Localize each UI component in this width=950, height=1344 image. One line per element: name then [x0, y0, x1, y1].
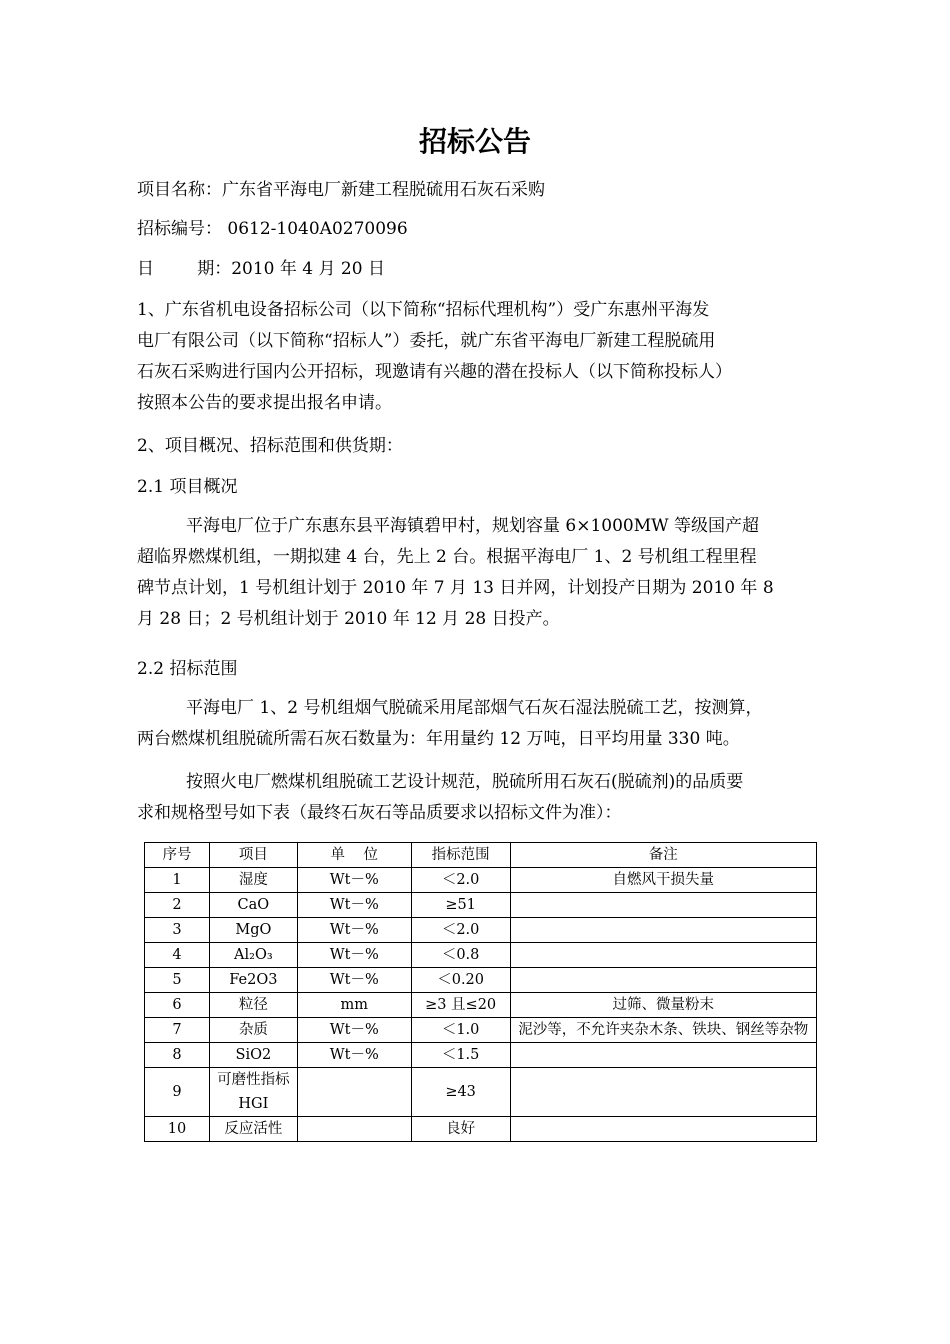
cell-range: ＜2.0	[411, 918, 510, 943]
cell-index: 1	[145, 868, 210, 893]
cell-remark: 泥沙等，不允许夹杂木条、铁块、钢丝等杂物	[510, 1018, 816, 1043]
cell-index: 7	[145, 1018, 210, 1043]
cell-unit	[297, 1117, 411, 1142]
section2-2-line: 两台燃煤机组脱硫所需石灰石数量为：年用量约 12 万吨，日平均用量 330 吨。	[137, 729, 740, 749]
section1-line: 1、广东省机电设备招标公司（以下简称“招标代理机构”）受广东惠州平海发	[137, 300, 710, 320]
project-date-line: 日 期：2010 年 4 月 20 日	[137, 259, 385, 279]
cell-index: 8	[145, 1043, 210, 1068]
cell-remark	[510, 943, 816, 968]
section2-2b-line: 按照火电厂燃煤机组脱硫工艺设计规范，脱硫所用石灰石(脱硫剂)的品质要	[186, 772, 744, 792]
cell-item: Al₂O₃	[209, 943, 297, 968]
cell-item: 湿度	[209, 868, 297, 893]
cell-item: SiO2	[209, 1043, 297, 1068]
header-cell-remark: 备注	[510, 843, 816, 868]
table-row	[145, 968, 817, 993]
table-row	[145, 893, 817, 918]
section2-1-line: 碑节点计划，1 号机组计划于 2010 年 7 月 13 日并网，计划投产日期为 2010 年 8	[137, 578, 774, 598]
section2-2b-line: 求和规格型号如下表（最终石灰石等品质要求以招标文件为准）：	[137, 803, 622, 823]
cell-remark	[510, 1068, 816, 1117]
cell-remark	[510, 893, 816, 918]
section2-2-heading: 2.2 招标范围	[137, 659, 238, 679]
cell-remark: 自燃风干损失量	[510, 868, 816, 893]
table-row	[145, 918, 817, 943]
cell-range: ＜1.5	[411, 1043, 510, 1068]
cell-index: 10	[145, 1117, 210, 1142]
cell-index: 2	[145, 893, 210, 918]
cell-range: ≥3 且≤20	[411, 993, 510, 1018]
cell-unit: Wt－%	[297, 1018, 411, 1043]
cell-item: 反应活性	[209, 1117, 297, 1142]
section1-line: 电厂有限公司（以下简称“招标人”）委托，就广东省平海电厂新建工程脱硫用	[137, 331, 716, 351]
cell-item: 杂质	[209, 1018, 297, 1043]
cell-remark	[510, 968, 816, 993]
cell-remark	[510, 918, 816, 943]
cell-unit: Wt－%	[297, 943, 411, 968]
section2-2-line: 平海电厂 1、2 号机组烟气脱硫采用尾部烟气石灰石湿法脱硫工艺，按测算，	[186, 698, 763, 718]
project-name-line: 项目名称：广东省平海电厂新建工程脱硫用石灰石采购	[137, 180, 545, 200]
cell-item: Fe2O3	[209, 968, 297, 993]
table-row	[145, 943, 817, 968]
cell-unit: Wt－%	[297, 893, 411, 918]
cell-unit: Wt－%	[297, 918, 411, 943]
section1-line: 按照本公告的要求提出报名申请。	[137, 393, 392, 413]
cell-range: ＜1.0	[411, 1018, 510, 1043]
cell-unit: Wt－%	[297, 968, 411, 993]
section2-heading: 2、项目概况、招标范围和供货期：	[137, 436, 403, 456]
cell-range: 良好	[411, 1117, 510, 1142]
cell-unit: Wt－%	[297, 1043, 411, 1068]
header-cell-range: 指标范围	[411, 843, 510, 868]
cell-unit: mm	[297, 993, 411, 1018]
cell-unit: Wt－%	[297, 868, 411, 893]
cell-range: ≥43	[411, 1068, 510, 1117]
table-row	[145, 1117, 817, 1142]
header-cell-index: 序号	[145, 843, 210, 868]
cell-range: ＜0.20	[411, 968, 510, 993]
section2-1-line: 月 28 日；2 号机组计划于 2010 年 12 月 28 日投产。	[137, 609, 560, 629]
section1-line: 石灰石采购进行国内公开招标，现邀请有兴趣的潜在投标人（以下简称投标人）	[137, 362, 732, 382]
cell-item: 可磨性指标 HGI	[209, 1068, 297, 1117]
section2-1-line: 超临界燃煤机组，一期拟建 4 台，先上 2 台。根据平海电厂 1、2 号机组工程里程	[137, 547, 757, 567]
table-row	[145, 1018, 817, 1043]
cell-index: 5	[145, 968, 210, 993]
section2-1-line: 平海电厂位于广东惠东县平海镇碧甲村，规划容量 6×1000MW 等级国产超	[186, 516, 760, 536]
cell-remark	[510, 1117, 816, 1142]
cell-unit	[297, 1068, 411, 1117]
section2-1-heading: 2.1 项目概况	[137, 477, 238, 497]
cell-range: ＜2.0	[411, 868, 510, 893]
section2-1-paragraph	[137, 511, 817, 635]
cell-index: 4	[145, 943, 210, 968]
cell-index: 9	[145, 1068, 210, 1117]
header-cell-unit: 单 位	[297, 843, 411, 868]
cell-range: ＜0.8	[411, 943, 510, 968]
section2-2-paragraph	[137, 693, 817, 755]
cell-remark: 过筛、微量粉末	[510, 993, 816, 1018]
limestone-spec-table	[144, 842, 817, 1142]
table-row	[145, 1068, 817, 1117]
cell-item: 粒径	[209, 993, 297, 1018]
cell-range: ≥51	[411, 893, 510, 918]
table-row	[145, 1043, 817, 1068]
cell-index: 3	[145, 918, 210, 943]
section2-2-paragraph-b	[137, 767, 817, 829]
section1-paragraph	[137, 295, 817, 419]
cell-item: MgO	[209, 918, 297, 943]
table-header-row	[145, 843, 817, 868]
cell-remark	[510, 1043, 816, 1068]
cell-index: 6	[145, 993, 210, 1018]
header-cell-item: 项目	[209, 843, 297, 868]
project-number-line: 招标编号： 0612-1040A0270096	[137, 219, 408, 239]
table-row	[145, 993, 817, 1018]
table-row	[145, 868, 817, 893]
page-title: 招标公告	[418, 125, 531, 158]
cell-item: CaO	[209, 893, 297, 918]
